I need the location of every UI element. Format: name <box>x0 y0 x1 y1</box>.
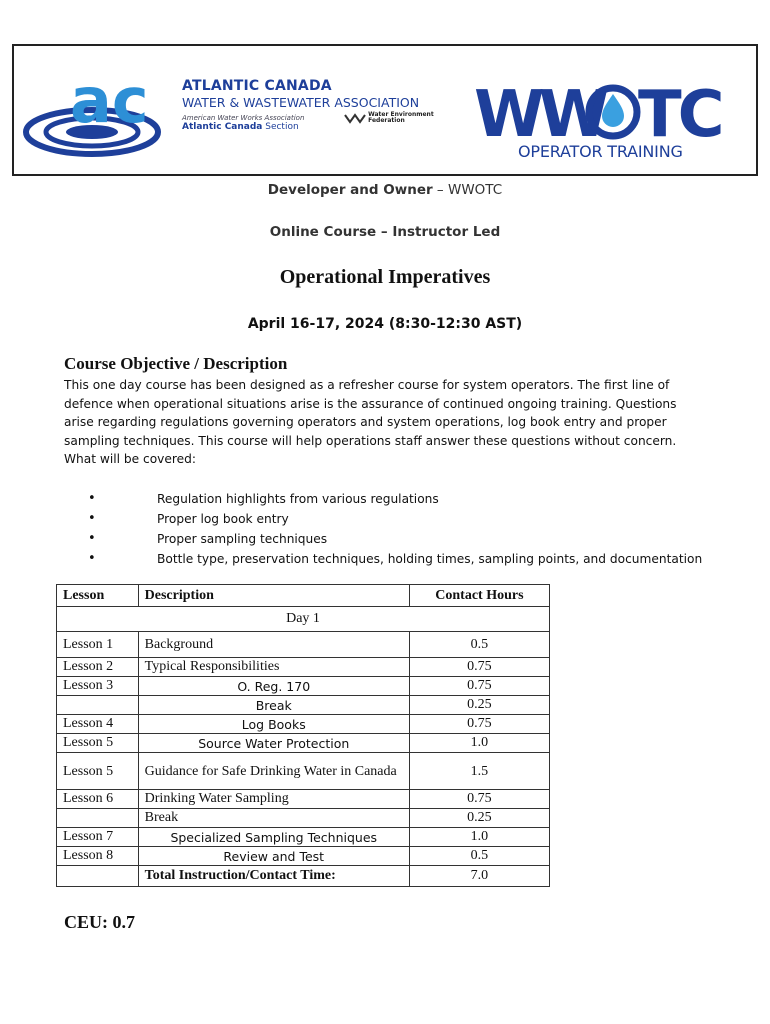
description-cell: Guidance for Safe Drinking Water in Canada <box>138 753 409 790</box>
developer-line <box>0 182 770 198</box>
hours-cell: 0.75 <box>409 790 549 809</box>
course-type: Online Course – Instructor Led <box>269 224 501 240</box>
table-row <box>57 828 550 847</box>
lesson-cell: Lesson 8 <box>57 847 139 866</box>
hours-cell: 0.75 <box>409 658 549 677</box>
description-cell: Source Water Protection <box>138 734 409 753</box>
section-line-bold: Atlantic Canada <box>182 122 263 132</box>
total-lesson-cell <box>57 866 139 887</box>
developer-separator: – <box>432 182 448 198</box>
table-row <box>57 790 550 809</box>
lesson-table <box>56 584 550 887</box>
lesson-cell <box>57 696 139 715</box>
header-description: Description <box>138 585 409 607</box>
description-cell: Break <box>138 696 409 715</box>
table-header-row <box>57 585 550 607</box>
objective-body: This one day course has been designed as a refresher course for system operators. The first line of defence when operational situations arise is the assurance of continued ongoing training. Questions arise regarding regulations governing operators and system operations, log book entry and proper sampling techniques. This course will help operations staff answer these questions without concern. What will be covered: <box>64 378 677 466</box>
table-row <box>57 696 550 715</box>
acwwa-line2: WATER & WASTEWATER ASSOCIATION <box>182 95 420 110</box>
list-item <box>64 549 724 569</box>
table-row <box>57 632 550 658</box>
lesson-cell: Lesson 2 <box>57 658 139 677</box>
lesson-cell: Lesson 7 <box>57 828 139 847</box>
description-cell: Background <box>138 632 409 658</box>
lesson-cell: Lesson 5 <box>57 753 139 790</box>
acwwa-logo <box>22 60 182 164</box>
course-date: April 16-17, 2024 (8:30-12:30 AST) <box>247 316 523 332</box>
description-cell: Drinking Water Sampling <box>138 790 409 809</box>
day-row <box>57 607 550 632</box>
lesson-cell: Lesson 4 <box>57 715 139 734</box>
acwwa-line1: ATLANTIC CANADA <box>182 78 332 94</box>
developer-label: Developer and Owner <box>267 182 433 198</box>
header-contact-hours: Contact Hours <box>409 585 549 607</box>
hours-cell: 0.75 <box>409 715 549 734</box>
wef-line1: Water Environment <box>368 111 434 118</box>
lesson-cell: Lesson 3 <box>57 677 139 696</box>
hours-cell: 0.5 <box>409 632 549 658</box>
lesson-cell: Lesson 5 <box>57 734 139 753</box>
description-cell: Log Books <box>138 715 409 734</box>
description-cell: O. Reg. 170 <box>138 677 409 696</box>
table-row <box>57 753 550 790</box>
bullet-icon: • <box>88 511 96 526</box>
description-cell: Typical Responsibilities <box>138 658 409 677</box>
ceu-value: CEU: 0.7 <box>64 912 135 932</box>
bullet-icon: • <box>88 491 96 506</box>
developer-value: WWOTC <box>447 182 503 198</box>
wef-line2: Federation <box>368 117 405 124</box>
section-line-rest: Section <box>262 122 299 132</box>
table-row <box>57 847 550 866</box>
header-banner <box>12 44 758 176</box>
objective-heading: Course Objective / Description <box>64 354 288 373</box>
day-label: Day 1 <box>57 607 550 632</box>
total-label: Total Instruction/Contact Time: <box>138 866 409 887</box>
course-title: Operational Imperatives <box>279 266 491 288</box>
description-cell: Break <box>138 809 409 828</box>
list-item <box>64 529 724 549</box>
list-item <box>64 509 724 529</box>
hours-cell: 0.5 <box>409 847 549 866</box>
lesson-cell: Lesson 6 <box>57 790 139 809</box>
total-hours: 7.0 <box>409 866 549 887</box>
table-row <box>57 734 550 753</box>
lesson-cell: Lesson 1 <box>57 632 139 658</box>
description-cell: Specialized Sampling Techniques <box>138 828 409 847</box>
list-item-text: Proper sampling techniques <box>157 532 328 546</box>
awwa-line: American Water Works Association <box>182 114 305 122</box>
list-item-text: Proper log book entry <box>157 512 289 526</box>
table-row <box>57 809 550 828</box>
header-lesson: Lesson <box>57 585 139 607</box>
table-row <box>57 658 550 677</box>
table-row <box>57 715 550 734</box>
wwotc-logo-right: TC <box>638 78 721 144</box>
hours-cell: 0.25 <box>409 696 549 715</box>
bullet-icon: • <box>88 531 96 546</box>
covered-topics-list <box>64 489 724 569</box>
hours-cell: 0.75 <box>409 677 549 696</box>
acwwa-logo-mark: ac <box>70 64 149 137</box>
table-row <box>57 677 550 696</box>
wwotc-logo-left: WW <box>474 78 604 144</box>
wef-wave-icon <box>344 112 366 124</box>
list-item <box>64 489 724 509</box>
lesson-cell <box>57 809 139 828</box>
description-cell: Review and Test <box>138 847 409 866</box>
bullet-icon: • <box>88 551 96 566</box>
hours-cell: 1.5 <box>409 753 549 790</box>
wwotc-subtitle: OPERATOR TRAINING <box>518 142 683 161</box>
list-item-text: Regulation highlights from various regulations <box>157 492 439 506</box>
list-item-text: Bottle type, preservation techniques, holding times, sampling points, and documentation <box>157 552 703 566</box>
hours-cell: 1.0 <box>409 734 549 753</box>
total-row <box>57 866 550 887</box>
wef-logo <box>344 112 434 124</box>
hours-cell: 1.0 <box>409 828 549 847</box>
wwotc-logo <box>474 70 724 144</box>
hours-cell: 0.25 <box>409 809 549 828</box>
